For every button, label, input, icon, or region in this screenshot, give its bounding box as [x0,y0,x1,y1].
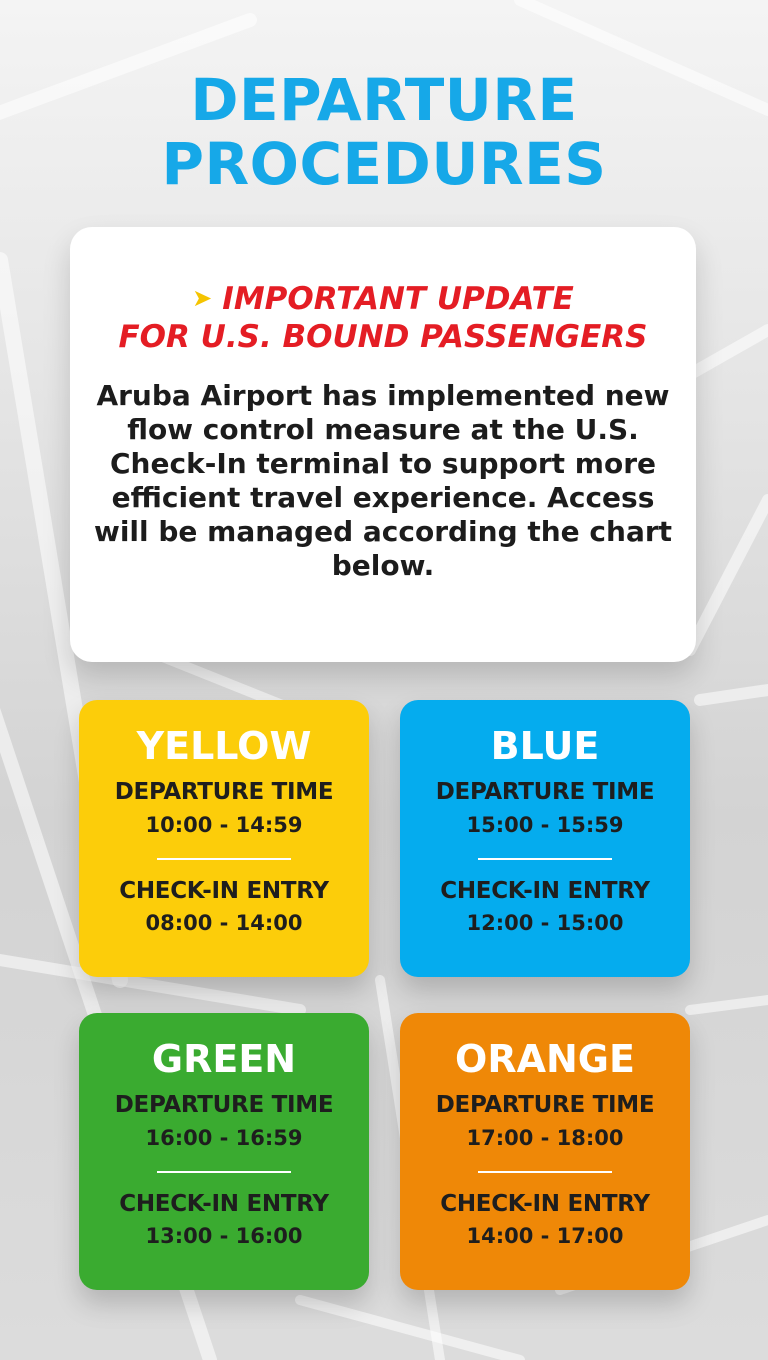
checkin-entry-label: CHECK-IN ENTRY [119,878,329,904]
blue-group-card [400,700,690,977]
departure-time-label: DEPARTURE TIME [435,1092,655,1118]
departure-time-value: 15:00 - 15:59 [466,813,624,837]
departure-time-value: 17:00 - 18:00 [466,1126,624,1150]
checkin-entry-value: 08:00 - 14:00 [145,911,303,935]
departure-time-label: DEPARTURE TIME [114,779,334,805]
orange-group-card [400,1013,690,1290]
checkin-entry-label: CHECK-IN ENTRY [119,1191,329,1217]
departure-time-value: 10:00 - 14:59 [145,813,303,837]
card-divider [157,858,291,860]
page-title [0,68,768,196]
important-update-panel [70,227,696,662]
arrow-right-icon: ➤ [192,284,213,312]
checkin-entry-label: CHECK-IN ENTRY [440,878,650,904]
checkin-entry-value: 14:00 - 17:00 [466,1224,624,1248]
checkin-entry-value: 13:00 - 16:00 [145,1224,303,1248]
notice-heading-line-1 [70,281,696,319]
card-color-name: BLUE [490,724,600,768]
departure-time-label: DEPARTURE TIME [114,1092,334,1118]
card-color-name: GREEN [151,1037,297,1081]
green-group-card [79,1013,369,1290]
card-divider [478,1171,612,1173]
card-divider [478,858,612,860]
card-color-name: YELLOW [136,724,312,768]
departure-time-label: DEPARTURE TIME [435,779,655,805]
card-color-name: ORANGE [455,1037,635,1081]
notice-heading [70,281,696,355]
notice-body-text: Aruba Airport has implemented new flow control measure at the U.S. Check-In terminal to support more efficient travel experience. Access will be managed according the chart below. [93,379,673,582]
yellow-group-card [79,700,369,977]
page-title-line-1: DEPARTURE [190,66,578,134]
page-title-line-2: PROCEDURES [161,130,607,198]
departure-time-value: 16:00 - 16:59 [145,1126,303,1150]
notice-heading-text-1: IMPORTANT UPDATE [222,281,574,317]
checkin-entry-value: 12:00 - 15:00 [466,911,624,935]
checkin-entry-label: CHECK-IN ENTRY [440,1191,650,1217]
card-divider [157,1171,291,1173]
notice-heading-line-2: FOR U.S. BOUND PASSENGERS [118,319,648,355]
